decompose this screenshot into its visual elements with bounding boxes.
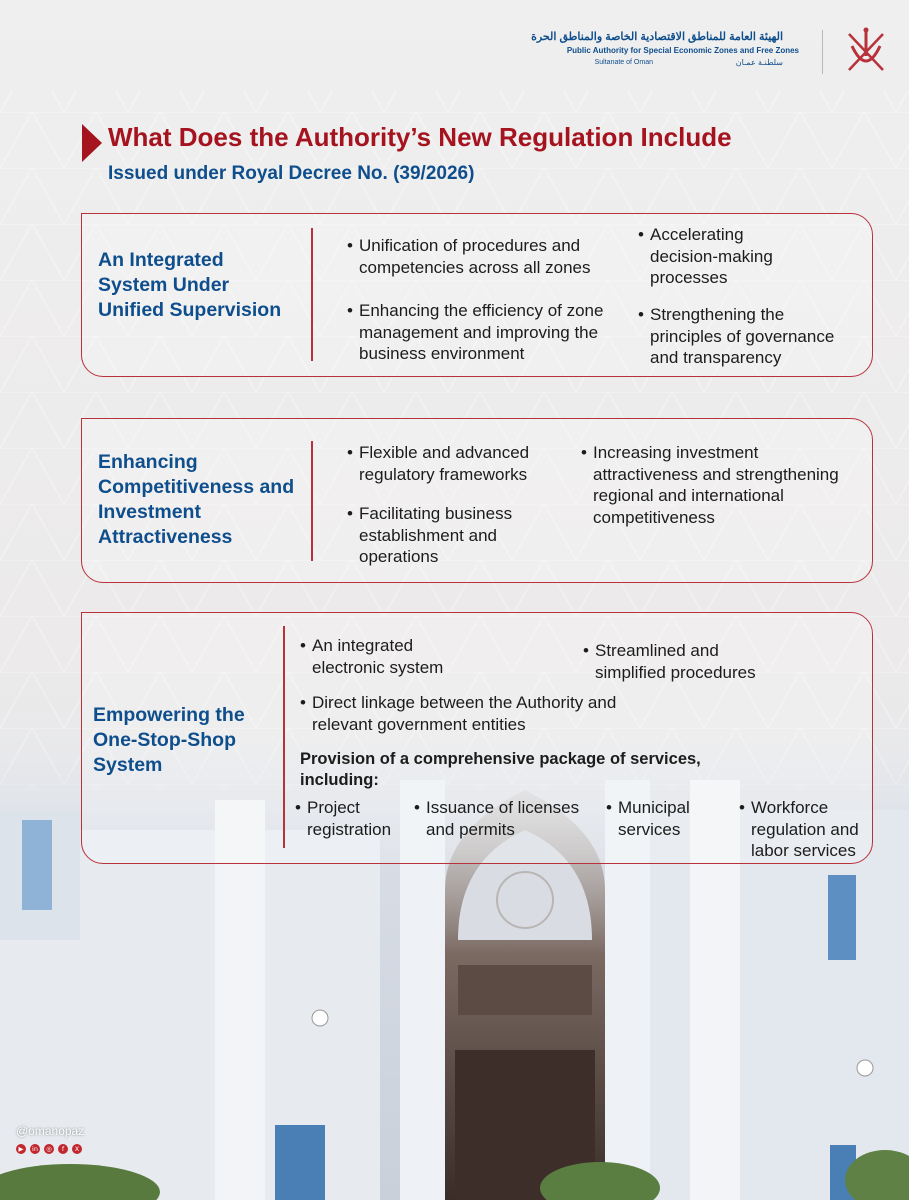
section-title-integrated-system: An Integrated System Under Unified Supervision — [98, 249, 282, 321]
bullet-item: • Accelerating decision-making processes — [638, 224, 773, 289]
title-arrow-icon — [82, 124, 102, 162]
country-name-english: Sultanate of Oman — [594, 59, 653, 66]
bullet-item: • Strengthening the principles of governance and transparency — [638, 304, 834, 369]
page-subtitle: Issued under Royal Decree No. (39/2026) — [108, 163, 475, 184]
oman-emblem-icon — [843, 26, 889, 76]
bullet-item: • Unification of procedures and competencies across all zones — [347, 235, 591, 278]
x-icon[interactable]: X — [72, 1144, 82, 1154]
service-item: • Workforce regulation and labor services — [739, 797, 859, 862]
bullet-item: • An integrated electronic system — [300, 635, 443, 678]
facebook-icon[interactable]: f — [58, 1144, 68, 1154]
linkedin-icon[interactable]: in — [30, 1144, 40, 1154]
section-title-one-stop-shop: Empowering the One-Stop-Shop System — [93, 704, 245, 776]
services-package-heading: Provision of a comprehensive package of services, including: — [300, 750, 701, 789]
instagram-icon[interactable]: ◎ — [44, 1144, 54, 1154]
social-handle[interactable]: @omanopaz — [16, 1124, 85, 1138]
bullet-item: • Increasing investment attractiveness and strengthening regional and international competitiveness — [581, 442, 839, 528]
service-item: • Project registration — [295, 797, 391, 840]
service-item: • Issuance of licenses and permits — [414, 797, 579, 840]
org-name-english: Public Authority for Special Economic Zones and Free Zones — [566, 46, 799, 55]
social-icons — [16, 1144, 84, 1154]
service-item: • Municipal services — [606, 797, 690, 840]
bullet-item: • Facilitating business establishment and operations — [347, 503, 512, 568]
bullet-item: • Streamlined and simplified procedures — [583, 640, 756, 683]
section-title-competitiveness: Enhancing Competitiveness and Investment Attractiveness — [98, 451, 295, 548]
bullet-item: • Enhancing the efficiency of zone management and improving the business environment — [347, 300, 603, 365]
country-name-arabic: سلطنـة عمـان — [735, 58, 783, 67]
bullet-item: • Direct linkage between the Authority and relevant government entities — [300, 692, 616, 735]
bullet-item: • Flexible and advanced regulatory frameworks — [347, 442, 529, 485]
social-links — [16, 1124, 84, 1154]
header-divider — [822, 30, 823, 74]
section-divider — [311, 228, 313, 361]
section-divider — [283, 626, 285, 848]
org-name-arabic: الهيئة العامة للمناطق الاقتصادية الخاصة والمناطق الحرة — [531, 31, 783, 43]
youtube-icon[interactable]: ▶ — [16, 1144, 26, 1154]
section-divider — [311, 441, 313, 561]
page-title: What Does the Authority’s New Regulation Include — [108, 122, 732, 152]
header — [531, 26, 889, 78]
